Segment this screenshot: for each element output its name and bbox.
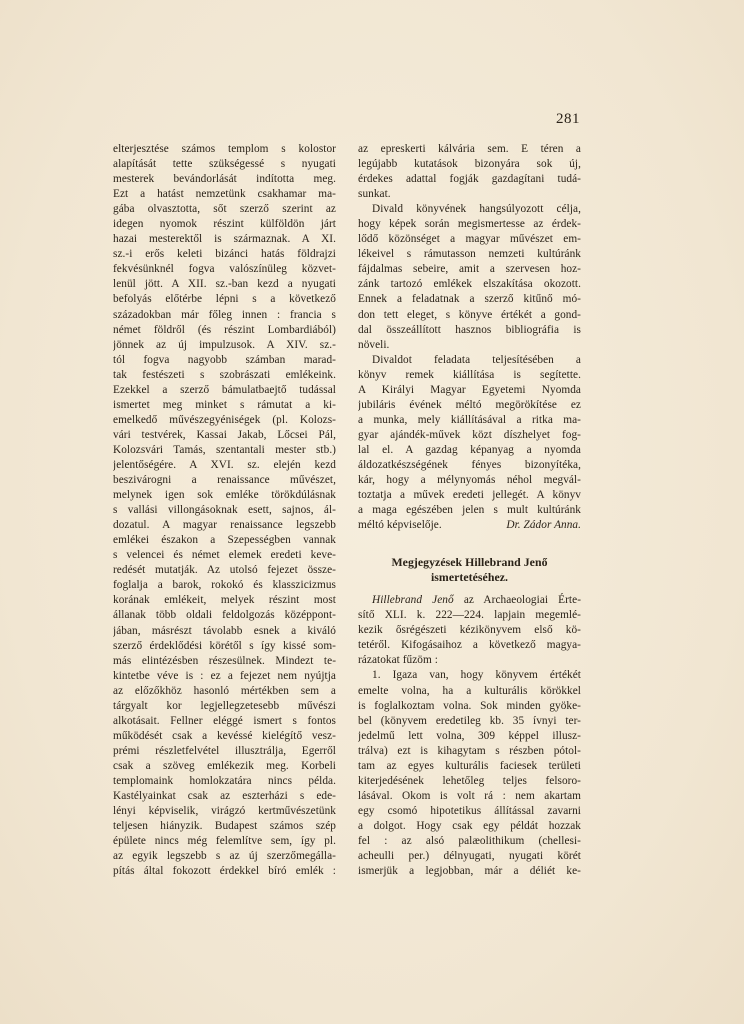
text-line: lal el. A gazdag képanyag a nyomda: [358, 443, 581, 456]
text-line: gába olvasztotta, sőt szerző szerint az: [113, 203, 336, 216]
text-line: Ezt a hatást nemzetünk csakhamar ma-: [113, 188, 336, 201]
text-line: működését csak a kevéssé kielégítő vesz-: [113, 729, 336, 742]
text-line: fel : az alsó palæolithikum (chellesi-: [358, 834, 581, 847]
text-line: prémi részletfelvétel illusztrálja, Egerről: [113, 744, 336, 757]
text-line: az epreskerti kálvária sem. E téren a: [358, 143, 581, 155]
text-line: Divald könyvének hangsúlyozott célja,: [372, 203, 581, 216]
text-line: korának emlékeit, melyek részint most: [113, 594, 336, 607]
text-line: Kastélyainkat csak az eszterházi s ede-: [113, 790, 336, 803]
text-line: áldozatkészségének fényes bizonyítéka,: [358, 458, 581, 471]
text-line: s velencei és német elemek eredeti keve-: [113, 549, 336, 562]
text-line: kintetbe véve is : ez a fejezet nem nyújtja: [113, 669, 336, 682]
text-line: don tett eleget, s könyve értékét a gond-: [358, 308, 581, 321]
text-line: pítás által fokozott érdekkel bíró emlék :: [113, 865, 336, 878]
text-line: könyv remek kiállítása is segítette.: [358, 368, 581, 381]
text-line: Hillebrand Jenő az Archaeologiai Érte-: [372, 594, 581, 607]
text-line: bel (könyvem eredetileg kb. 35 ívnyi ter-: [358, 714, 581, 727]
text-line: csak a szöveg emlékezik meg. Korbeli: [113, 759, 336, 772]
text-line: dozatul. A magyar renaissance legszebb: [113, 519, 336, 532]
text-line: német földről (és részint Lombardiából): [113, 323, 336, 336]
text-line: emlékei északon a Szepességben vannak: [113, 534, 336, 547]
text-line: a dolgot. Hogy csak egy példát hozzak: [358, 819, 581, 832]
text-line: Ezekkel a szerző bámulatbaejtő tudással: [113, 383, 336, 396]
text-line: Divaldot feladata teljesítésében a: [372, 353, 581, 366]
text-line: redését mutatják. Az utolsó fejezet össze-: [113, 564, 336, 577]
text-line: elterjesztése számos templom s kolostor: [113, 143, 336, 155]
text-line: legújabb kutatások bizonyára sok új,: [358, 158, 581, 171]
text-line: dal összeállított hasznos bibliográfia is: [358, 323, 581, 336]
text-line: ismertet meg minket s rámutat a ki-: [113, 398, 336, 411]
text-line: tam az egyes kulturális faciesek területi: [358, 759, 581, 772]
text-line: tól fogva nagyobb számban marad-: [113, 353, 336, 366]
text-line: állanak több oldali feldolgozás középpont-: [113, 609, 336, 622]
text-line: templomaink homlokzatára nincs példa.: [113, 774, 336, 787]
text-line: sz.-i erős keleti bizánci hatás földrajzi: [113, 248, 336, 261]
text-line: Kolozsvári Tamás, szentantali mester stb.): [113, 443, 336, 456]
text-line: sunkat.: [358, 188, 391, 201]
text-line: tak festészeti s szobrászati emlékeink.: [113, 368, 336, 381]
text-line: fájdalmas sebeire, amit a szervesen hoz-: [358, 263, 581, 276]
right-text-column: [358, 142, 581, 879]
text-line: emelte volna, ha a kulturális körökkel: [358, 684, 581, 697]
text-line: növeli.: [358, 338, 390, 351]
text-line: A Királyi Magyar Egyetemi Nyomda: [358, 383, 581, 396]
text-line: mesterek bevándorlását indította meg.: [113, 173, 336, 186]
text-line: az egyik legszebb s az új szerzőmegálla-: [113, 850, 336, 863]
text-line: más elintézésben részesülnek. Mindezt te-: [113, 654, 336, 667]
text-line: acheulli per.) délnyugati, nyugati körét: [358, 850, 581, 863]
text-line: lékeivel s rámutasson nemzeti kultúránk: [358, 248, 581, 261]
section-heading: [358, 555, 581, 585]
text-line: alkotásait. Fellner eléggé ismert s fontos: [113, 714, 336, 727]
text-line: befolyás előtérbe lépni s a következő: [113, 293, 336, 306]
text-line: foglalja a barok, rokokó és klasszicizmus: [113, 579, 336, 592]
text-line: az előzőkhöz hasonló mértékben sem a: [113, 684, 336, 697]
text-line: 1. Igaza van, hogy könyvem értékét: [372, 669, 581, 682]
text-line: jelentőségére. A XVI. sz. elején kezd: [113, 458, 336, 471]
text-line: lődő közönséget a magyar művészet em-: [358, 233, 581, 246]
text-line: Ennek a feladatnak a szerző kitűnő mó-: [358, 293, 581, 306]
text-line: a maga egészében jelen s mult kultúránk: [358, 504, 581, 517]
review-signature: Dr. Zádor Anna.: [506, 519, 581, 532]
text-line: sítő XLI. k. 222—224. lapjain megemlé-: [358, 609, 581, 622]
text-line: alapítását tette szükségessé s nyugati: [113, 158, 336, 171]
text-line: s vallási villongásoknak esett, sajnos, ál-: [113, 504, 336, 517]
text-line: beszivárogni a renaissance művészet,: [113, 474, 336, 487]
review-continuation: [358, 142, 581, 518]
text-line: szerző érdeklődési körétől s így kissé som-: [113, 639, 336, 652]
text-line: századokban már főleg innen : francia s: [113, 308, 336, 321]
review-signature-line: [358, 518, 581, 533]
text-line: kezik ősrégészeti kézikönyvem első kö-: [358, 624, 581, 637]
text-line: teljesen hiányzik. Budapest számos szép: [113, 820, 336, 833]
left-text-column: [113, 142, 336, 879]
text-line: a munka, mely kiállításával a ritka ma-: [358, 413, 581, 426]
text-line: kár, hogy a mélynyomás néhol megvál-: [358, 474, 581, 487]
text-line: ismerjük a legjobban, már a déliét ke-: [358, 865, 581, 878]
text-line: tetéről. Kifogásaihoz a következő magya-: [358, 639, 581, 652]
text-line: jönnek az új impulzusok. A XIV. sz.-: [113, 338, 336, 351]
text-line: zánk tartozó emlékek elszakítása okozott.: [358, 278, 581, 291]
text-line: melynek igen sok emléke törökdúlásnak: [113, 489, 336, 502]
text-line: fekvésünknél fogva valószínüleg közvet-: [113, 263, 336, 276]
text-line: tárgyalt kor legjellegzetesebb művészi: [113, 699, 336, 712]
text-line: rázatokat fűzöm :: [358, 654, 438, 667]
section-heading-line1: Megjegyzések Hillebrand Jenő: [391, 555, 548, 570]
text-line: lásával. Okom is volt rá : nem akartam: [358, 789, 581, 802]
text-line: jában, másrészt távolabb esnek a kiváló: [113, 624, 336, 637]
text-line: lenül jött. A XII. sz.-ban kezd a nyugati: [113, 278, 336, 291]
text-line: jubiláris évének méltó megörökítése ez: [358, 398, 581, 411]
text-line: toztatja a művek eredeti jellegét. A könyv: [358, 489, 581, 502]
text-line: idegen nyomok részint külföldön járt: [113, 218, 336, 231]
section-heading-line2: ismertetéséhez.: [430, 570, 509, 585]
text-line: érdekes adattal fogják gazdagítani tudá-: [358, 173, 581, 186]
text-line: lényi képviselik, virágzó kertművészetünk: [113, 805, 336, 818]
text-line: is foglalkoztam volna. Sok minden gyöke-: [358, 699, 581, 712]
text-line: gyar ajándék-művek közt díszhelyet fog-: [358, 428, 581, 441]
article-text: [358, 593, 581, 879]
text-line: trálva) ezt is kihagytam s részben pótol-: [358, 744, 581, 757]
text-line: hogy képek során megismertesse az érdek-: [358, 218, 581, 231]
text-line: hazai mesterektől is származnak. A XI.: [113, 233, 336, 246]
text-line: vári testvérek, Kassai Jakab, Lőcsei Pál,: [113, 428, 336, 441]
text-line: emelkedő művészegyéniségek (pl. Kolozs-: [113, 413, 336, 426]
text-line: épülete nincs még felemlítve sem, így pl.: [113, 835, 336, 848]
text-line: egy csomó hipotetikus állítással zavarni: [358, 804, 581, 817]
review-end-text: méltó képviselője.: [358, 519, 442, 532]
page-number: 281: [556, 111, 580, 127]
text-line: kiterjedésének lehetőleg teljes felsoro-: [358, 774, 581, 787]
text-line: jedelmű lett volna, 309 képpel illusz-: [358, 729, 581, 742]
